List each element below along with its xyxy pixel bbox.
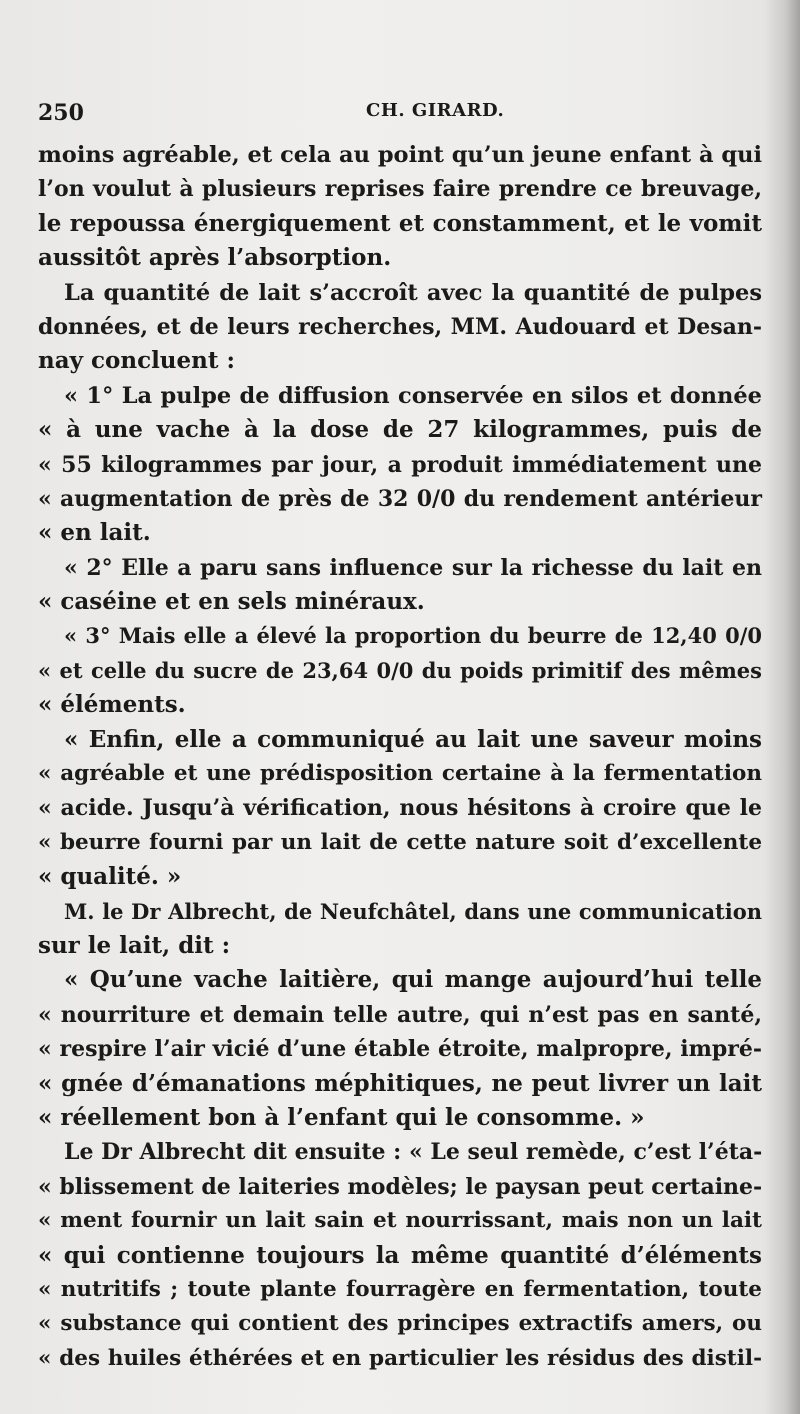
text-line: « qualité. » [38,863,182,891]
text-line: « qui contienne toujours la même quantité d’éléments [38,1241,762,1269]
text-line: « beurre fourni par un lait de cette nature soit d’excellente [38,829,762,855]
text-line: « acide. Jusqu’à vérification, nous hésitons à croire que le [38,795,762,822]
text-line: « nutritifs ; toute plante fourragère en fermentation, toute [38,1276,762,1302]
text-line: « nourriture et demain telle autre, qui n’est pas en santé, [38,1001,762,1028]
text-line: Le Dr Albrecht dit ensuite : « Le seul remède, c’est l’éta- [64,1139,763,1166]
text-line: « des huiles éthérées et en particulier les résidus des distil- [38,1345,762,1371]
page-number: 250 [38,100,84,126]
text-line: « et celle du sucre de 23,64 0/0 du poids primitif des mêmes [38,657,762,683]
text-line: « éléments. [38,691,186,719]
text-line: « substance qui contient des principes extractifs amers, ou [38,1311,762,1337]
text-line: « 2° Elle a paru sans influence sur la richesse du lait en [64,554,762,581]
text-line: moins agréable, et cela au point qu’un jeune enfant à qui [38,142,763,168]
text-line: nay concluent : [38,347,236,375]
text-line: « à une vache à la dose de 27 kilogrammes, puis de [38,416,762,444]
text-line: sur le lait, dit : [38,931,231,959]
text-line: « augmentation de près de 32 0/0 du rendement antérieur [38,485,762,512]
running-head: CH. GIRARD. [366,100,505,121]
text-line: « réellement bon à l’enfant qui le consomme. » [38,1103,645,1131]
page-gutter-shadow [764,0,800,1414]
text-line: « respire l’air vicié d’une étable étroite, malpropre, impré- [38,1036,762,1063]
text-line: « blissement de laiteries modèles; le paysan peut certaine- [38,1173,763,1200]
text-line: « caséine et en sels minéraux. [38,588,425,616]
text-line: « Enfin, elle a communiqué au lait une saveur moins [64,725,762,753]
text-line: l’on voulut à plusieurs reprises faire prendre ce breuvage, [38,176,762,203]
text-line: « gnée d’émanations méphitiques, ne peut livrer un lait [38,1069,762,1097]
text-line: « 1° La pulpe de diffusion conservée en silos et donnée [64,382,762,409]
text-line: « ment fournir un lait sain et nourrissant, mais non un lait [38,1208,762,1234]
text-line: données, et de leurs recherches, MM. Audouard et Desan- [38,313,762,340]
page-header [38,96,758,132]
body-text [38,138,762,1376]
text-line: aussitôt après l’absorption. [38,244,392,272]
text-line: « Qu’une vache laitière, qui mange aujourd’hui telle [64,966,762,994]
text-line: « 55 kilogrammes par jour, a produit immédiatement une [38,451,762,478]
text-line: La quantité de lait s’accroît avec la quantité de pulpes [64,279,762,306]
text-line: M. le Dr Albrecht, de Neufchâtel, dans une communication [64,898,762,924]
text-line: « 3° Mais elle a élevé la proportion du beurre de 12,40 0/0 [64,623,762,649]
text-line: « en lait. [38,519,151,547]
text-line: le repoussa énergiquement et constamment, et le vomit [38,209,762,237]
text-line: « agréable et une prédisposition certaine à la fermentation [38,761,762,787]
